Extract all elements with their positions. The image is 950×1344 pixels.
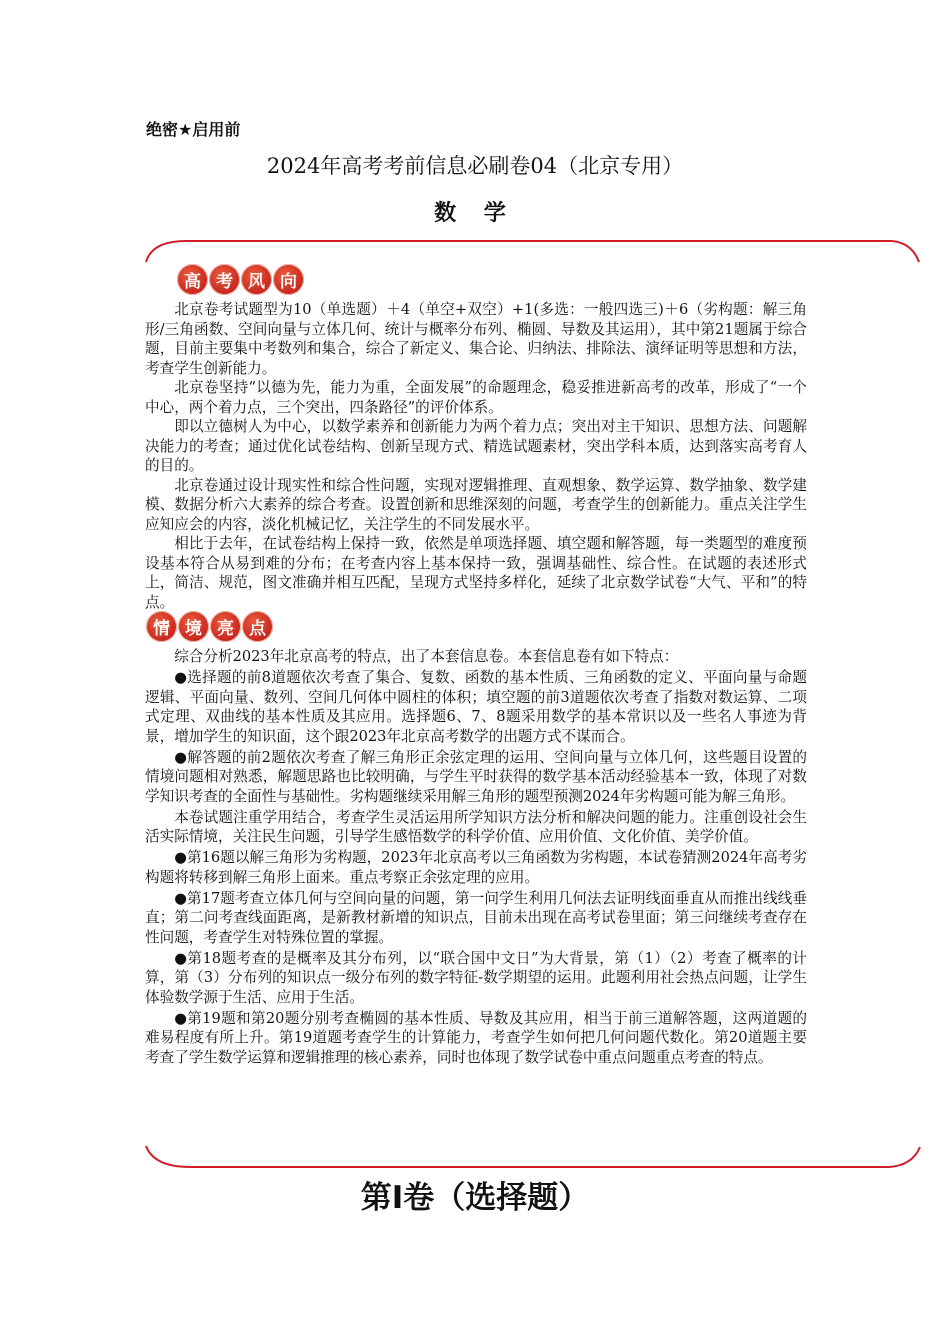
frame-bottom-curve xyxy=(146,1146,920,1167)
part-one-title: 第Ⅰ卷（选择题） xyxy=(360,1180,590,1216)
exam-title: 2024年高考考前信息必刷卷04（北京专用） xyxy=(266,154,684,178)
bullet-paragraph: ●第19题和第20题分别考查椭圆的基本性质、导数及其应用，相当于前三道解答题，这两道题的难易程度有所上升。第19道题考查学生的计算能力，考查学生如何把几何问题代数化。第20道题主要考查了学生数学运算和逻辑推理的核心素养，同时也体现了数学试卷中重点问题重点考查的特点。 xyxy=(145,1009,807,1066)
badge-char: 向 xyxy=(273,264,304,295)
bullet-paragraph: ●选择题的前8道题依次考查了集合、复数、函数的基本性质、三角函数的定义、平面向量与命题逻辑、平面向量、数列、空间几何体中圆柱的体积；填空题的前3道题依次考查了指数对数运算、二项式定理、双曲线的基本性质及其应用。选择题6、7、8题采用数学的基本常识以及一些名人事迹为背景，增加学生的知识面，这个跟2023年北京高考数学的出题方式不谋而合。 xyxy=(145,669,807,745)
paragraph: 本卷试题注重学用结合，考查学生灵活运用所学知识方法分析和解决问题的能力。注重创设社会生活实际情境，关注民生问题，引导学生感悟数学的科学价值、应用价值、文化价值、美学价值。 xyxy=(145,808,807,845)
paragraph: 北京卷考试题型为10（单选题）＋4（单空+双空）+1(多选：一般四选三)＋6（劣构题：解三角形/三角函数、空间向量与立体几何、统计与概率分布列、椭圆、导数及其运用），其中第21题属于综合题，目前主要集中考数列和集合，综合了新定义、集合论、归纳法、排除法、演绎证明等思想和方法，考查学生创新能力。 xyxy=(145,301,807,377)
section-gaokao-trend xyxy=(145,300,807,612)
badge-char: 亮 xyxy=(210,611,241,642)
section-scenario-highlights xyxy=(145,647,807,1067)
bullet-paragraph: ●第18题考查的是概率及其分布列，以“联合国中文日”为大背景，第（1）（2）考查了概率的计算，第（3）分布列的知识点一级分布列的数字特征-数学期望的运用。此题利用社会热点问题，让学生体验数学源于生活、应用于生活。 xyxy=(145,949,807,1006)
paragraph: 北京卷通过设计现实性和综合性问题，实现对逻辑推理、直观想象、数学运算、数学抽象、数学建模、数据分析六大素养的综合考查。设置创新和思维深刻的问题，考查学生的创新能力。重点关注学生应知应会的内容，淡化机械记忆，关注学生的不同发展水平。 xyxy=(145,476,807,533)
section-badge-scenario-highlights xyxy=(146,611,273,642)
badge-char: 风 xyxy=(241,264,272,295)
frame-top-curve xyxy=(146,241,919,262)
paragraph: 北京卷坚持“以德为先，能力为重，全面发展”的命题理念，稳妥推进新高考的改革，形成了“一个中心，两个着力点，三个突出，四条路径”的评价体系。 xyxy=(145,379,807,416)
badge-char: 高 xyxy=(177,264,208,295)
section-badge-gaokao-trend xyxy=(177,264,304,295)
confidential-label: 绝密★启用前 xyxy=(146,120,241,139)
badge-char: 点 xyxy=(242,611,273,642)
paragraph: 即以立德树人为中心，以数学素养和创新能力为两个着力点；突出对主干知识、思想方法、问题解决能力的考查；通过优化试卷结构、创新呈现方式、精选试题素材，突出学科本质，达到落实高考育人的目的。 xyxy=(145,418,807,474)
bullet-paragraph: ●解答题的前2题依次考查了解三角形正余弦定理的运用、空间向量与立体几何，这些题目设置的情境问题相对熟悉，解题思路也比较明确，与学生平时获得的数学基本活动经验基本一致，体现了对数学知识考查的全面性与基础性。劣构题继续采用解三角形的题型预测2024年劣构题可能为解三角形。 xyxy=(145,748,807,805)
badge-char: 境 xyxy=(178,611,209,642)
paragraph: 相比于去年，在试卷结构上保持一致，依然是单项选择题、填空题和解答题，每一类题型的难度预设基本符合从易到难的分布；在考查内容上基本保持一致，强调基础性、综合性。在试题的表述形式上，简洁、规范，图文准确并相互匹配，呈现方式坚持多样化，延续了北京数学试卷“大气、平和”的特点。 xyxy=(145,535,807,611)
bullet-paragraph: ●第17题考查立体几何与空间向量的问题，第一问学生利用几何法去证明线面垂直从而推出线线垂直；第二问考查线面距离，是新教材新增的知识点，目前未出现在高考试卷里面；第三问继续考查存在性问题，考查学生对特殊位置的掌握。 xyxy=(145,889,807,946)
bullet-paragraph: ●第16题以解三角形为劣构题，2023年北京高考以三角函数为劣构题，本试卷猜测2024年高考劣构题将转移到解三角形上面来。重点考察正余弦定理的应用。 xyxy=(145,849,807,886)
badge-char: 情 xyxy=(146,611,177,642)
paragraph: 综合分析2023年北京高考的特点，出了本套信息卷。本套信息卷有如下特点： xyxy=(174,648,679,665)
badge-char: 考 xyxy=(209,264,240,295)
subject-title: 数 学 xyxy=(434,201,516,226)
